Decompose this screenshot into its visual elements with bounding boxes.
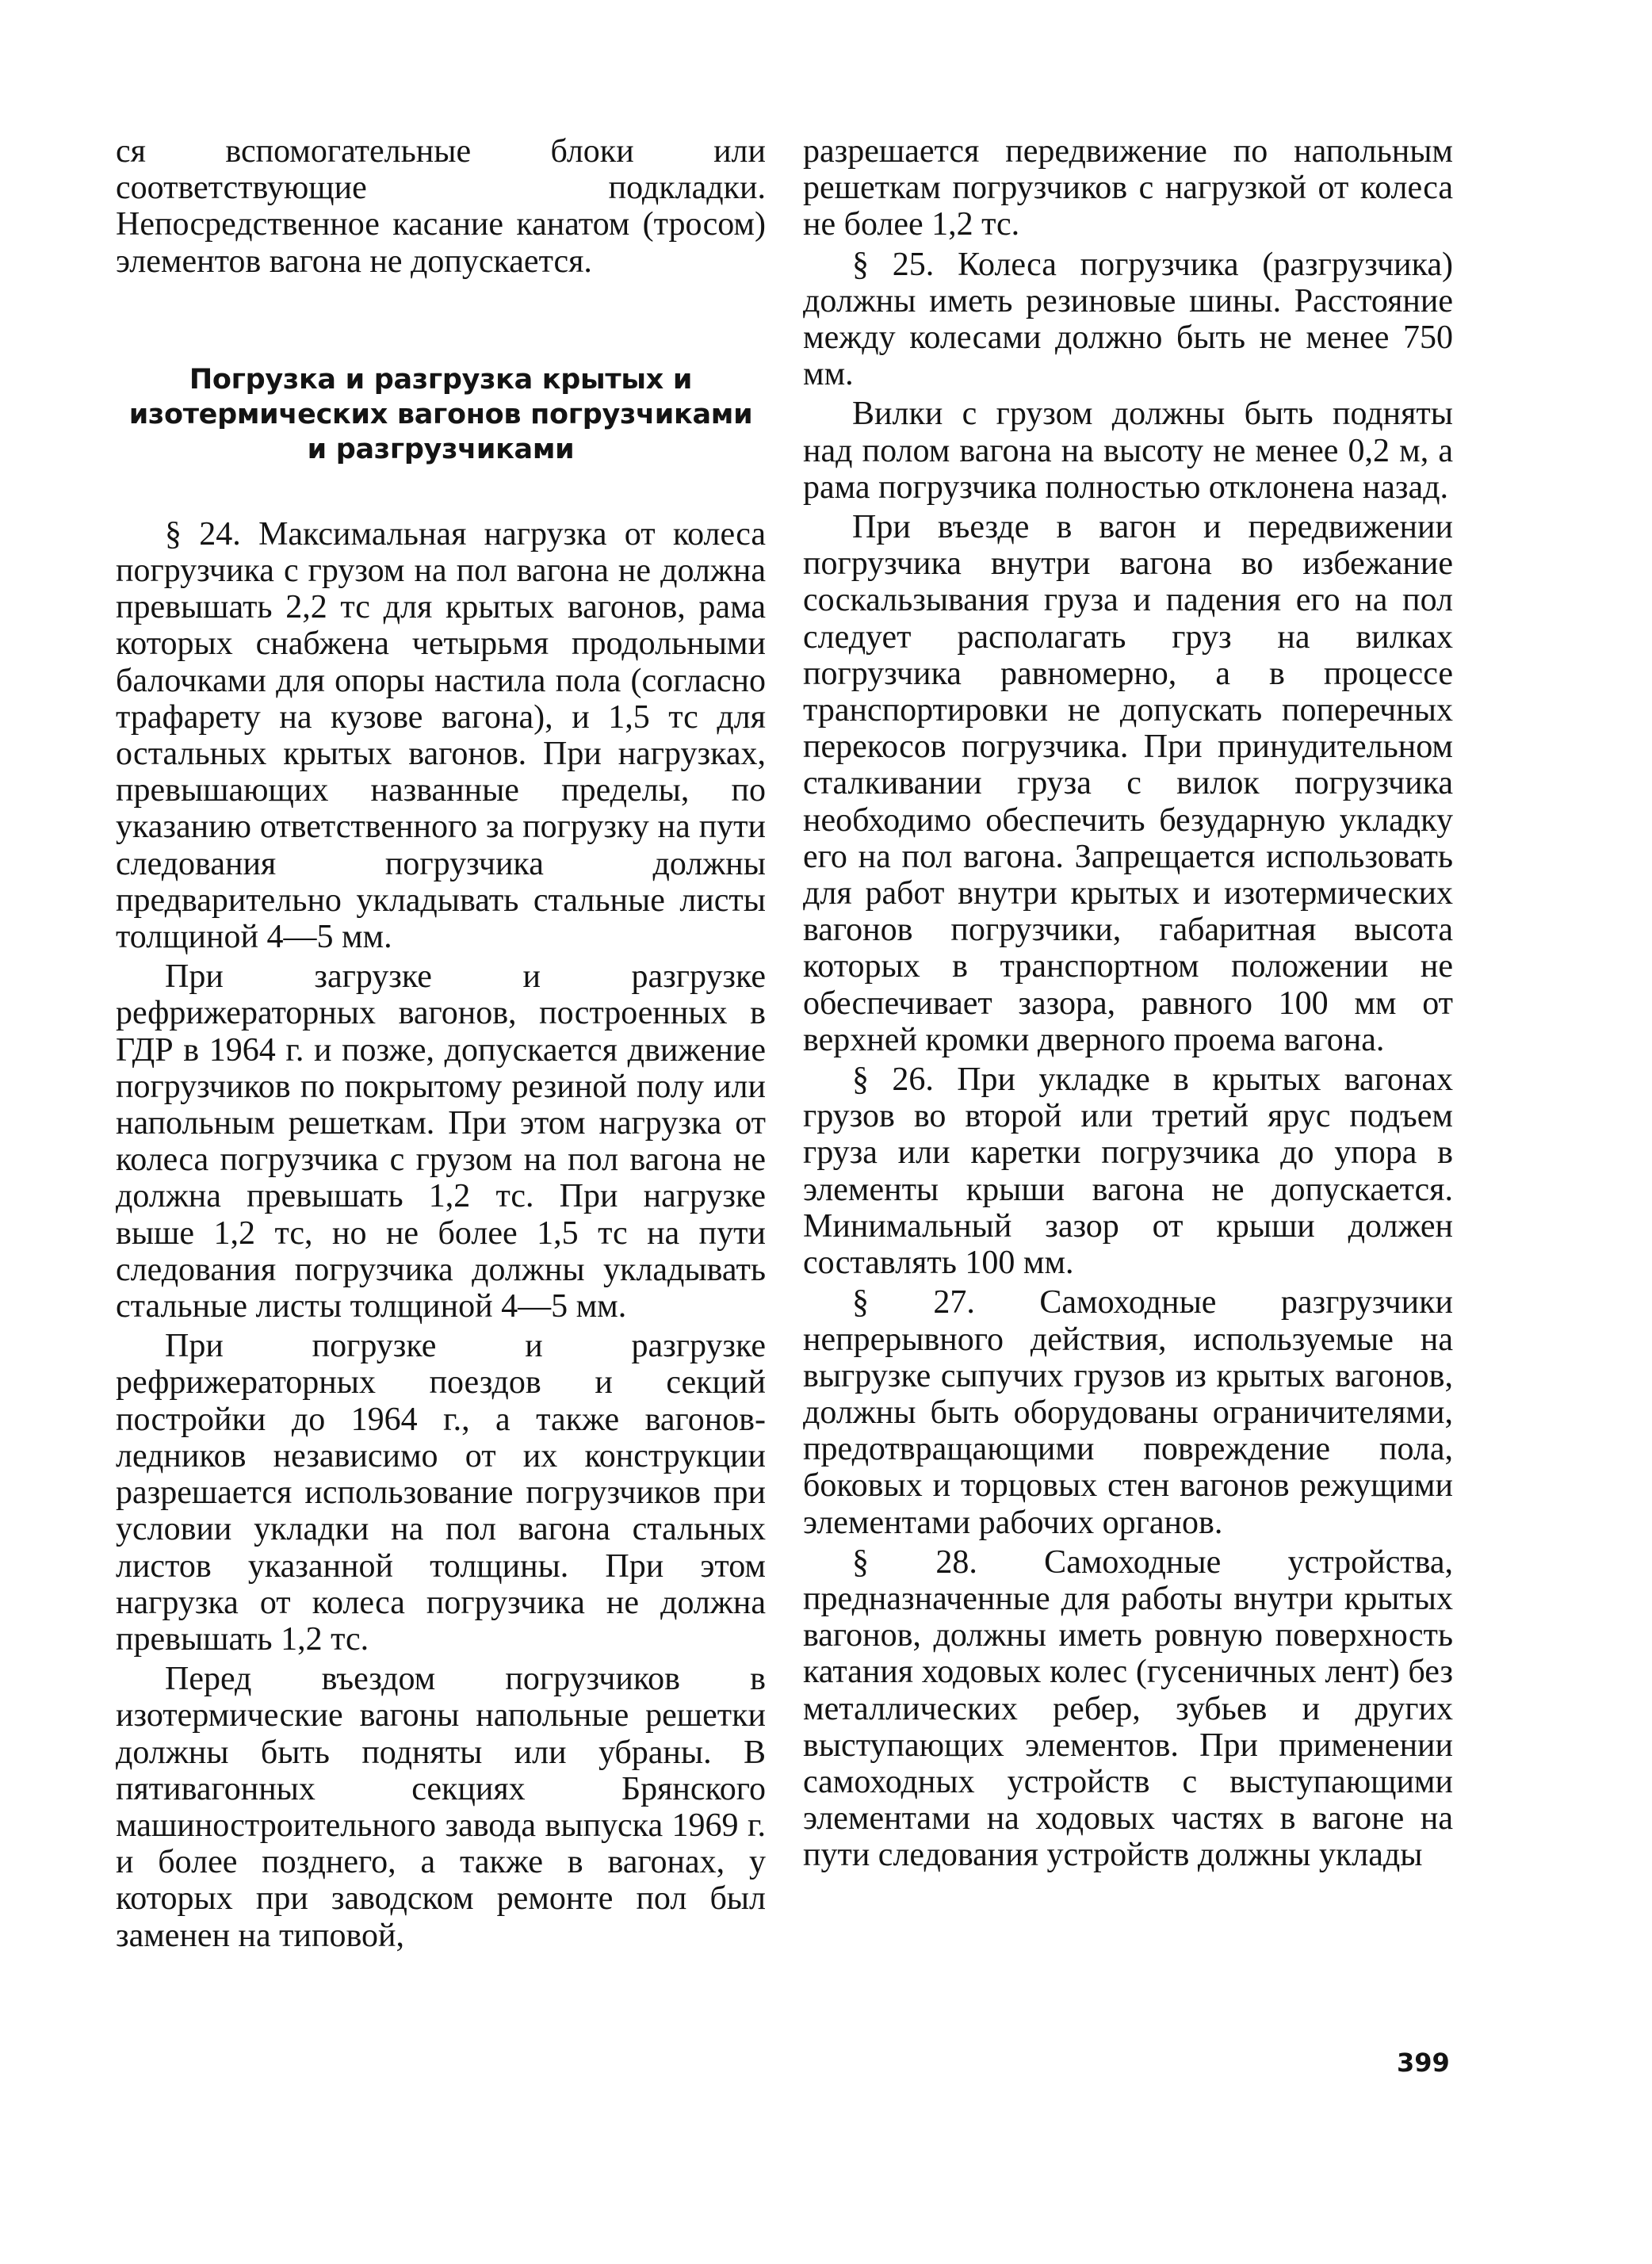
right-column	[803, 133, 1453, 1877]
paragraph-forks-height: Вилки с грузом должны быть подняты над полом вагона на высоту не менее 0,2 м, а рама погрузчика полностью отклонена назад.	[803, 396, 1453, 506]
left-column	[116, 133, 766, 1957]
paragraph-section-26: § 26. При укладке в крытых вагонах грузов во второй или третий ярус подъем груза или каретки погрузчика до упора в элементы крыши вагона не допускается. Минимальный зазор от крыши должен составлять 100 мм.	[803, 1061, 1453, 1282]
paragraph-section-27: § 27. Самоходные разгрузчики непрерывного действия, используемые на выгрузке сыпучих грузов из крытых вагонов, должны быть оборудованы ограничителями, предотвращающими повреждение пола, боковых и торцовых стен вагонов режущими элементами рабочих органов.	[803, 1284, 1453, 1541]
page-number: 399	[1397, 2048, 1450, 2078]
paragraph-section-28: § 28. Самоходные устройства, предназначенные для работы внутри крытых вагонов, должны иметь ровную поверхность катания ходовых колес (гусеничных лент) без металлических ребер, зубьев и других выступающих элементов. При применении самоходных устройств с выступающими элементами на ходовых частях в вагоне на пути следования устройств должны уклады	[803, 1543, 1453, 1874]
right-continuation-paragraph: разрешается передвижение по напольным решеткам погрузчиков с нагрузкой от колеса не более 1,2 тс.	[803, 133, 1453, 243]
left-intro-paragraph: ся вспомогательные блоки или соответствующие подкладки. Непосредственное касание канатом (тросом) элементов вагона не допускается.	[116, 133, 766, 280]
paragraph-gdr-refrigerator-wagons: При загрузке и разгрузке рефрижераторных вагонов, построенных в ГДР в 1964 г. и позже, допускается движение погрузчиков по покрытому резиной полу или напольным решеткам. При этом нагрузка от колеса погрузчика с грузом на пол вагона не должна превышать 1,2 тс. При нагрузке выше 1,2 тс, но не более 1,5 тс на пути следования погрузчика должны укладывать стальные листы толщиной 4—5 мм.	[116, 958, 766, 1325]
paragraph-pre-1964-trains: При погрузке и разгрузке рефрижераторных поездов и секций постройки до 1964 г., а также вагонов-ледников независимо от их конструкции разрешается использование погрузчиков при условии укладки на пол вагона стальных листов указанной толщины. При этом нагрузка от колеса погрузчика не должна превышать 1,2 тс.	[116, 1328, 766, 1658]
paragraph-floor-grates: Перед въездом погрузчиков в изотермические вагоны напольные решетки должны быть подняты или убраны. В пятивагонных секциях Брянского машиностроительного завода выпуска 1969 г. и более позднего, а также в вагонах, у которых при заводском ремонте пол был заменен на типовой,	[116, 1661, 766, 1954]
section-heading: Погрузка и разгрузка крытых и изотермических вагонов погрузчиками и разгрузчиками	[128, 363, 753, 465]
paragraph-section-24: § 24. Максимальная нагрузка от колеса погрузчика с грузом на пол вагона не должна превышать 2,2 тс для крытых вагонов, рама которых снабжена четырьмя продольными балочками для опоры настила пола (согласно трафарету на кузове вагона), и 1,5 тс для остальных крытых вагонов. При нагрузках, превышающих названные пределы, по указанию ответственного за погрузку на пути следования погрузчика должны предварительно укладывать стальные листы толщиной 4—5 мм.	[116, 515, 766, 956]
paragraph-section-25: § 25. Колеса погрузчика (разгрузчика) должны иметь резиновые шины. Расстояние между колесами должно быть не менее 750 мм.	[803, 246, 1453, 393]
paragraph-driving-inside-wagon: При въезде в вагон и передвижении погрузчика внутри вагона во избежание соскальзывания груза и падения его на пол следует располагать груз на вилках погрузчика равномерно, а в процессе транспортировки не допускать поперечных перекосов погрузчика. При принудительном сталкивании груза с вилок погрузчика необходимо обеспечить безударную укладку его на пол вагона. Запрещается использовать для работ внутри крытых и изотермических вагонов погрузчики, габаритная высота которых в транспортном положении не обеспечивает зазора, равного 100 мм от верхней кромки дверного проема вагона.	[803, 509, 1453, 1058]
